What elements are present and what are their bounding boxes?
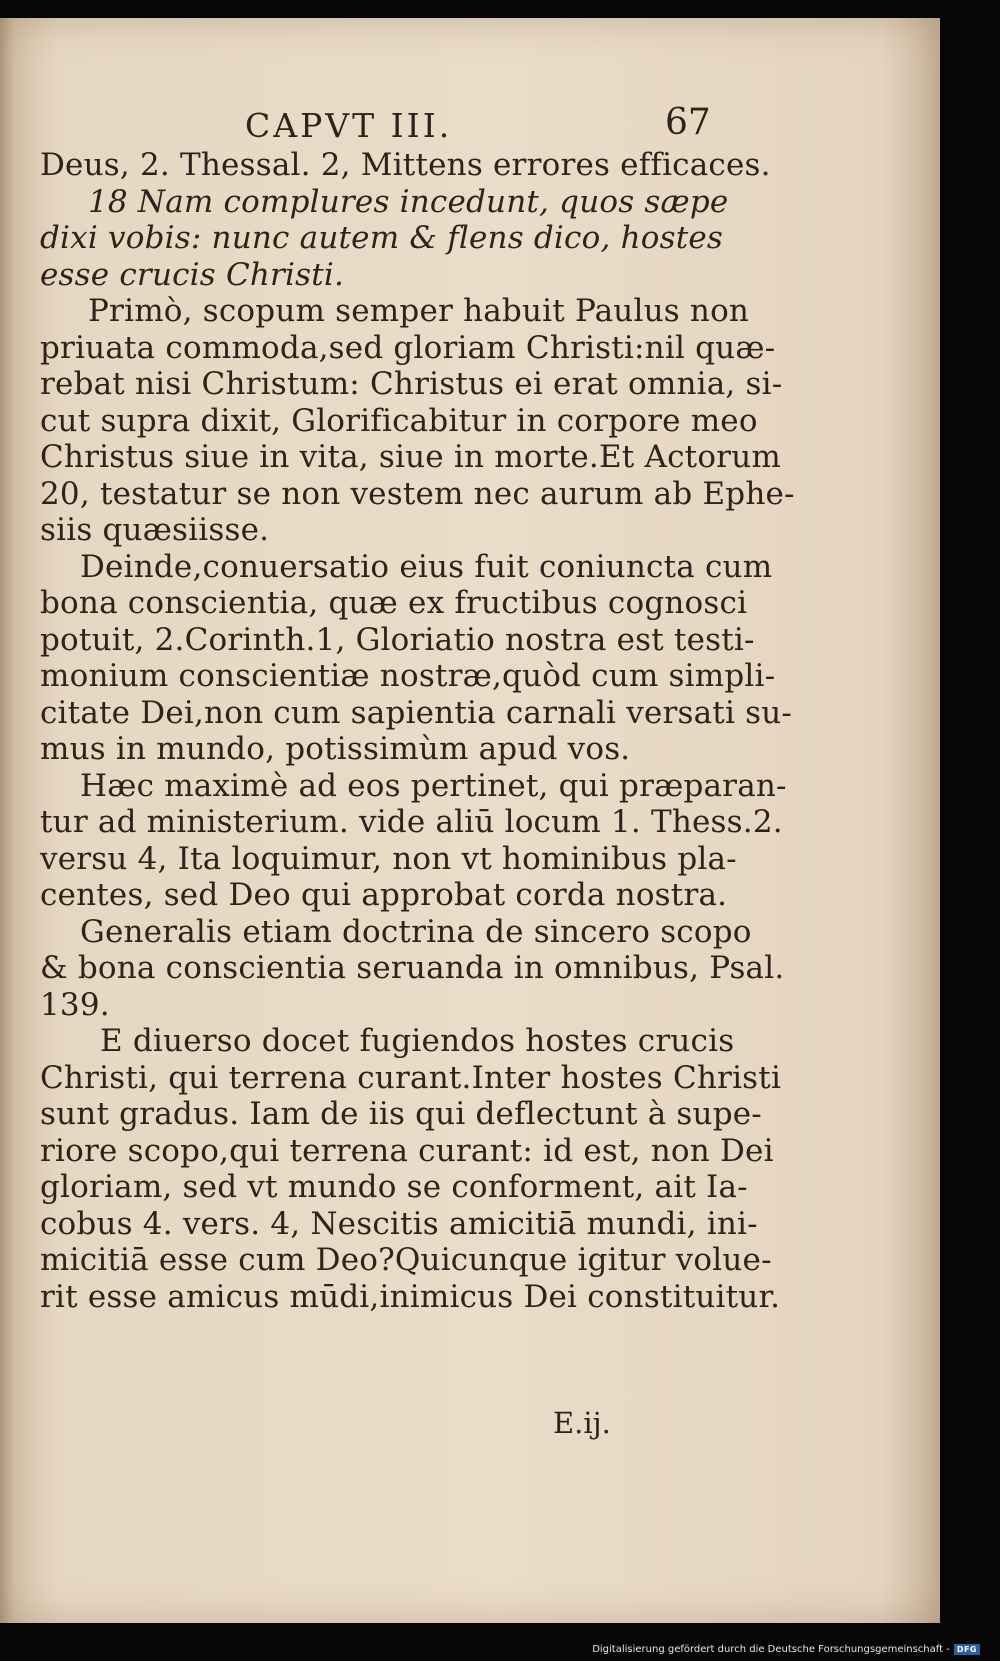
- text-line: 20, testatur se non vestem nec aurum ab Ephe-: [40, 475, 795, 512]
- text-line: potuit, 2.Corinth.1, Gloriatio nostra est testi-: [40, 621, 755, 658]
- text-line: Christi, qui terrena curant.Inter hostes Christi: [40, 1059, 782, 1096]
- text-line: cobus 4. vers. 4, Nescitis amicitiā mundi, ini-: [40, 1205, 758, 1242]
- digitization-footer: [592, 1644, 980, 1655]
- text-line: centes, sed Deo qui approbat corda nostra.: [40, 877, 728, 913]
- text-line: Primò, scopum semper habuit Paulus non: [88, 293, 750, 329]
- text-line: citate Dei,non cum sapientia carnali versati su-: [40, 694, 793, 731]
- text-line: Deinde,conuersatio eius fuit coniuncta cum: [80, 548, 773, 585]
- text-line: Christus siue in vita, siue in morte.Et Actorum: [40, 439, 781, 475]
- text-line: tur ad ministerium. vide aliū locum 1. Thess.2.: [40, 804, 783, 840]
- text-line: 18 Nam complures incedunt, quos sæpe: [88, 183, 729, 220]
- text-line: bona conscientia, quæ ex fructibus cognosci: [40, 585, 748, 621]
- text-line: esse crucis Christi.: [40, 256, 345, 293]
- text-line: gloriam, sed vt mundo se conforment, ait Ia-: [40, 1169, 748, 1205]
- text-line: rit esse amicus mūdi,inimicus Dei constituitur.: [40, 1278, 781, 1315]
- text-line: versu 4, Ita loquimur, non vt hominibus pla-: [40, 840, 737, 877]
- book-page: [0, 18, 940, 1623]
- text-line: priuata commoda,sed gloriam Christi:nil quæ-: [40, 329, 776, 366]
- dfg-logo: DFG: [954, 1644, 980, 1655]
- text-line: Hæc maximè ad eos pertinet, qui præparan-: [80, 767, 787, 804]
- text-line: siis quæsiisse.: [40, 512, 270, 548]
- footer-credit: Digitalisierung gefördert durch die Deutsche Forschungsgemeinschaft -: [592, 1644, 950, 1655]
- text-line: Generalis etiam doctrina de sincero scopo: [80, 913, 752, 950]
- text-line: Deus, 2. Thessal. 2, Mittens errores efficaces.: [40, 147, 771, 183]
- text-line: sunt gradus. Iam de iis qui deflectunt à supe-: [40, 1096, 762, 1132]
- page-number: 67: [665, 102, 711, 143]
- text-line: monium conscientiæ nostræ,quòd cum simpli-: [40, 658, 776, 694]
- text-line: cut supra dixit, Glorificabitur in corpore meo: [40, 402, 758, 439]
- text-line: & bona conscientia seruanda in omnibus, Psal.: [40, 950, 785, 986]
- catchword: E.ij.: [553, 1406, 611, 1440]
- text-line: dixi vobis: nunc autem & flens dico, hostes: [40, 220, 724, 256]
- text-line: E diuerso docet fugiendos hostes crucis: [100, 1023, 735, 1059]
- text-line: rebat nisi Christum: Christus ei erat omnia, si-: [40, 366, 783, 402]
- text-line: mus in mundo, potissimùm apud vos.: [40, 731, 631, 767]
- text-line: micitiā esse cum Deo?Quicunque igitur volue-: [40, 1242, 772, 1278]
- text-line: riore scopo,qui terrena curant: id est, non Dei: [40, 1132, 774, 1169]
- running-head: CAPVT III.: [245, 106, 453, 145]
- page-header: [40, 102, 740, 146]
- text-line: 139.: [40, 986, 110, 1023]
